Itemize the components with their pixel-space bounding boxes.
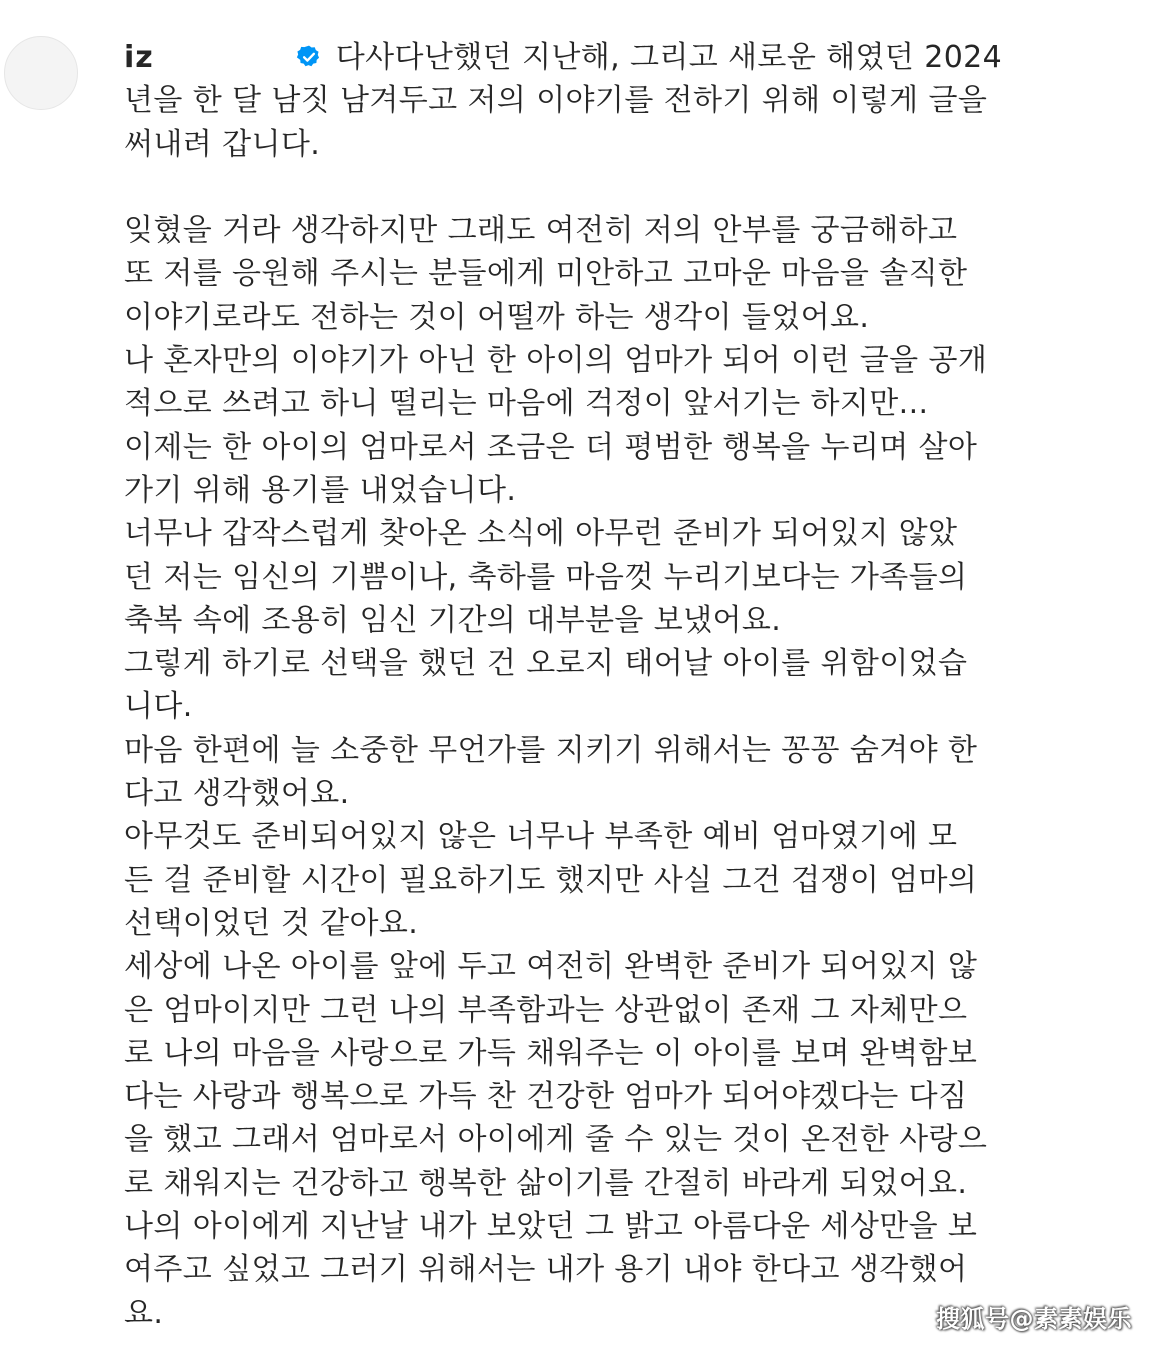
caption-line-11: 너무나 갑작스럽게 찾아온 소식에 아무런 준비가 되어있지 않았 xyxy=(124,516,958,552)
caption-line-2: 써내려 갑니다. xyxy=(124,126,321,162)
caption-line-16: 마음 한편에 늘 소중한 무언가를 지키기 위해서는 꽁꽁 숨겨야 한 xyxy=(124,732,978,768)
caption-line-29: 요. xyxy=(124,1295,164,1331)
caption-line-12: 던 저는 임신의 기쁨이나, 축하를 마음껏 누리기보다는 가족들의 xyxy=(124,559,968,595)
username-redaction xyxy=(154,46,294,72)
caption-line-0: 다사다난했던 지난해, 그리고 새로운 해였던 2024 xyxy=(335,40,1003,75)
caption-line-22: 은 엄마이지만 그런 나의 부족함과는 상관없이 존재 그 자체만으 xyxy=(124,992,968,1028)
username-link[interactable]: iz xyxy=(124,40,154,75)
post-caption xyxy=(124,36,1104,1335)
caption-blank-line xyxy=(124,166,1104,209)
caption-line-9: 이제는 한 아이의 엄마로서 조금은 더 평범한 행복을 누리며 살아 xyxy=(124,429,978,465)
caption-line-1: 년을 한 달 남짓 남겨두고 저의 이야기를 전하기 위해 이렇게 글을 xyxy=(124,83,988,119)
caption-line-17: 다고 생각했어요. xyxy=(124,776,350,812)
caption-line-13: 축복 속에 조용히 임신 기간의 대부분을 보냈어요. xyxy=(124,602,782,638)
watermark: 搜狐号@素素娱乐 xyxy=(936,1305,1132,1333)
caption-line-23: 로 나의 마음을 사랑으로 가득 채워주는 이 아이를 보며 완벽함보 xyxy=(124,1035,978,1071)
caption-line-28: 여주고 싶었고 그러기 위해서는 내가 용기 내야 한다고 생각했어 xyxy=(124,1252,968,1288)
caption-line-20: 선택이었던 것 같아요. xyxy=(124,905,419,941)
caption-line-7: 나 혼자만의 이야기가 아닌 한 아이의 엄마가 되어 이런 글을 공개 xyxy=(124,343,988,379)
caption-line-26: 로 채워지는 건강하고 행복한 삶이기를 간절히 바라게 되었어요. xyxy=(124,1165,968,1201)
caption-line-8: 적으로 쓰려고 하니 떨리는 마음에 걱정이 앞서기는 하지만... xyxy=(124,386,929,422)
caption-line-14: 그렇게 하기로 선택을 했던 건 오로지 태어날 아이를 위함이었습 xyxy=(124,646,968,682)
caption-line-5: 또 저를 응원해 주시는 분들에게 미안하고 고마운 마음을 솔직한 xyxy=(124,256,968,292)
caption-first-line xyxy=(124,36,1104,79)
verified-badge-icon xyxy=(296,39,322,65)
caption-line-4: 잊혔을 거라 생각하지만 그래도 여전히 저의 안부를 궁금해하고 xyxy=(124,213,958,249)
caption-line-15: 니다. xyxy=(124,689,193,725)
caption-line-24: 다는 사랑과 행복으로 가득 찬 건강한 엄마가 되어야겠다는 다짐 xyxy=(124,1079,968,1115)
caption-line-19: 든 걸 준비할 시간이 필요하기도 했지만 사실 그건 겁쟁이 엄마의 xyxy=(124,862,978,898)
avatar[interactable] xyxy=(4,36,78,110)
caption-line-21: 세상에 나온 아이를 앞에 두고 여전히 완벽한 준비가 되어있지 않 xyxy=(124,949,978,985)
caption-line-6: 이야기로라도 전하는 것이 어떨까 하는 생각이 들었어요. xyxy=(124,299,870,335)
caption-line-25: 을 했고 그래서 엄마로서 아이에게 줄 수 있는 것이 온전한 사랑으 xyxy=(124,1122,988,1158)
caption-line-18: 아무것도 준비되어있지 않은 너무나 부족한 예비 엄마였기에 모 xyxy=(124,819,958,855)
caption-line-10: 가기 위해 용기를 내었습니다. xyxy=(124,472,517,508)
caption-line-27: 나의 아이에게 지난날 내가 보았던 그 밝고 아름다운 세상만을 보 xyxy=(124,1209,978,1245)
